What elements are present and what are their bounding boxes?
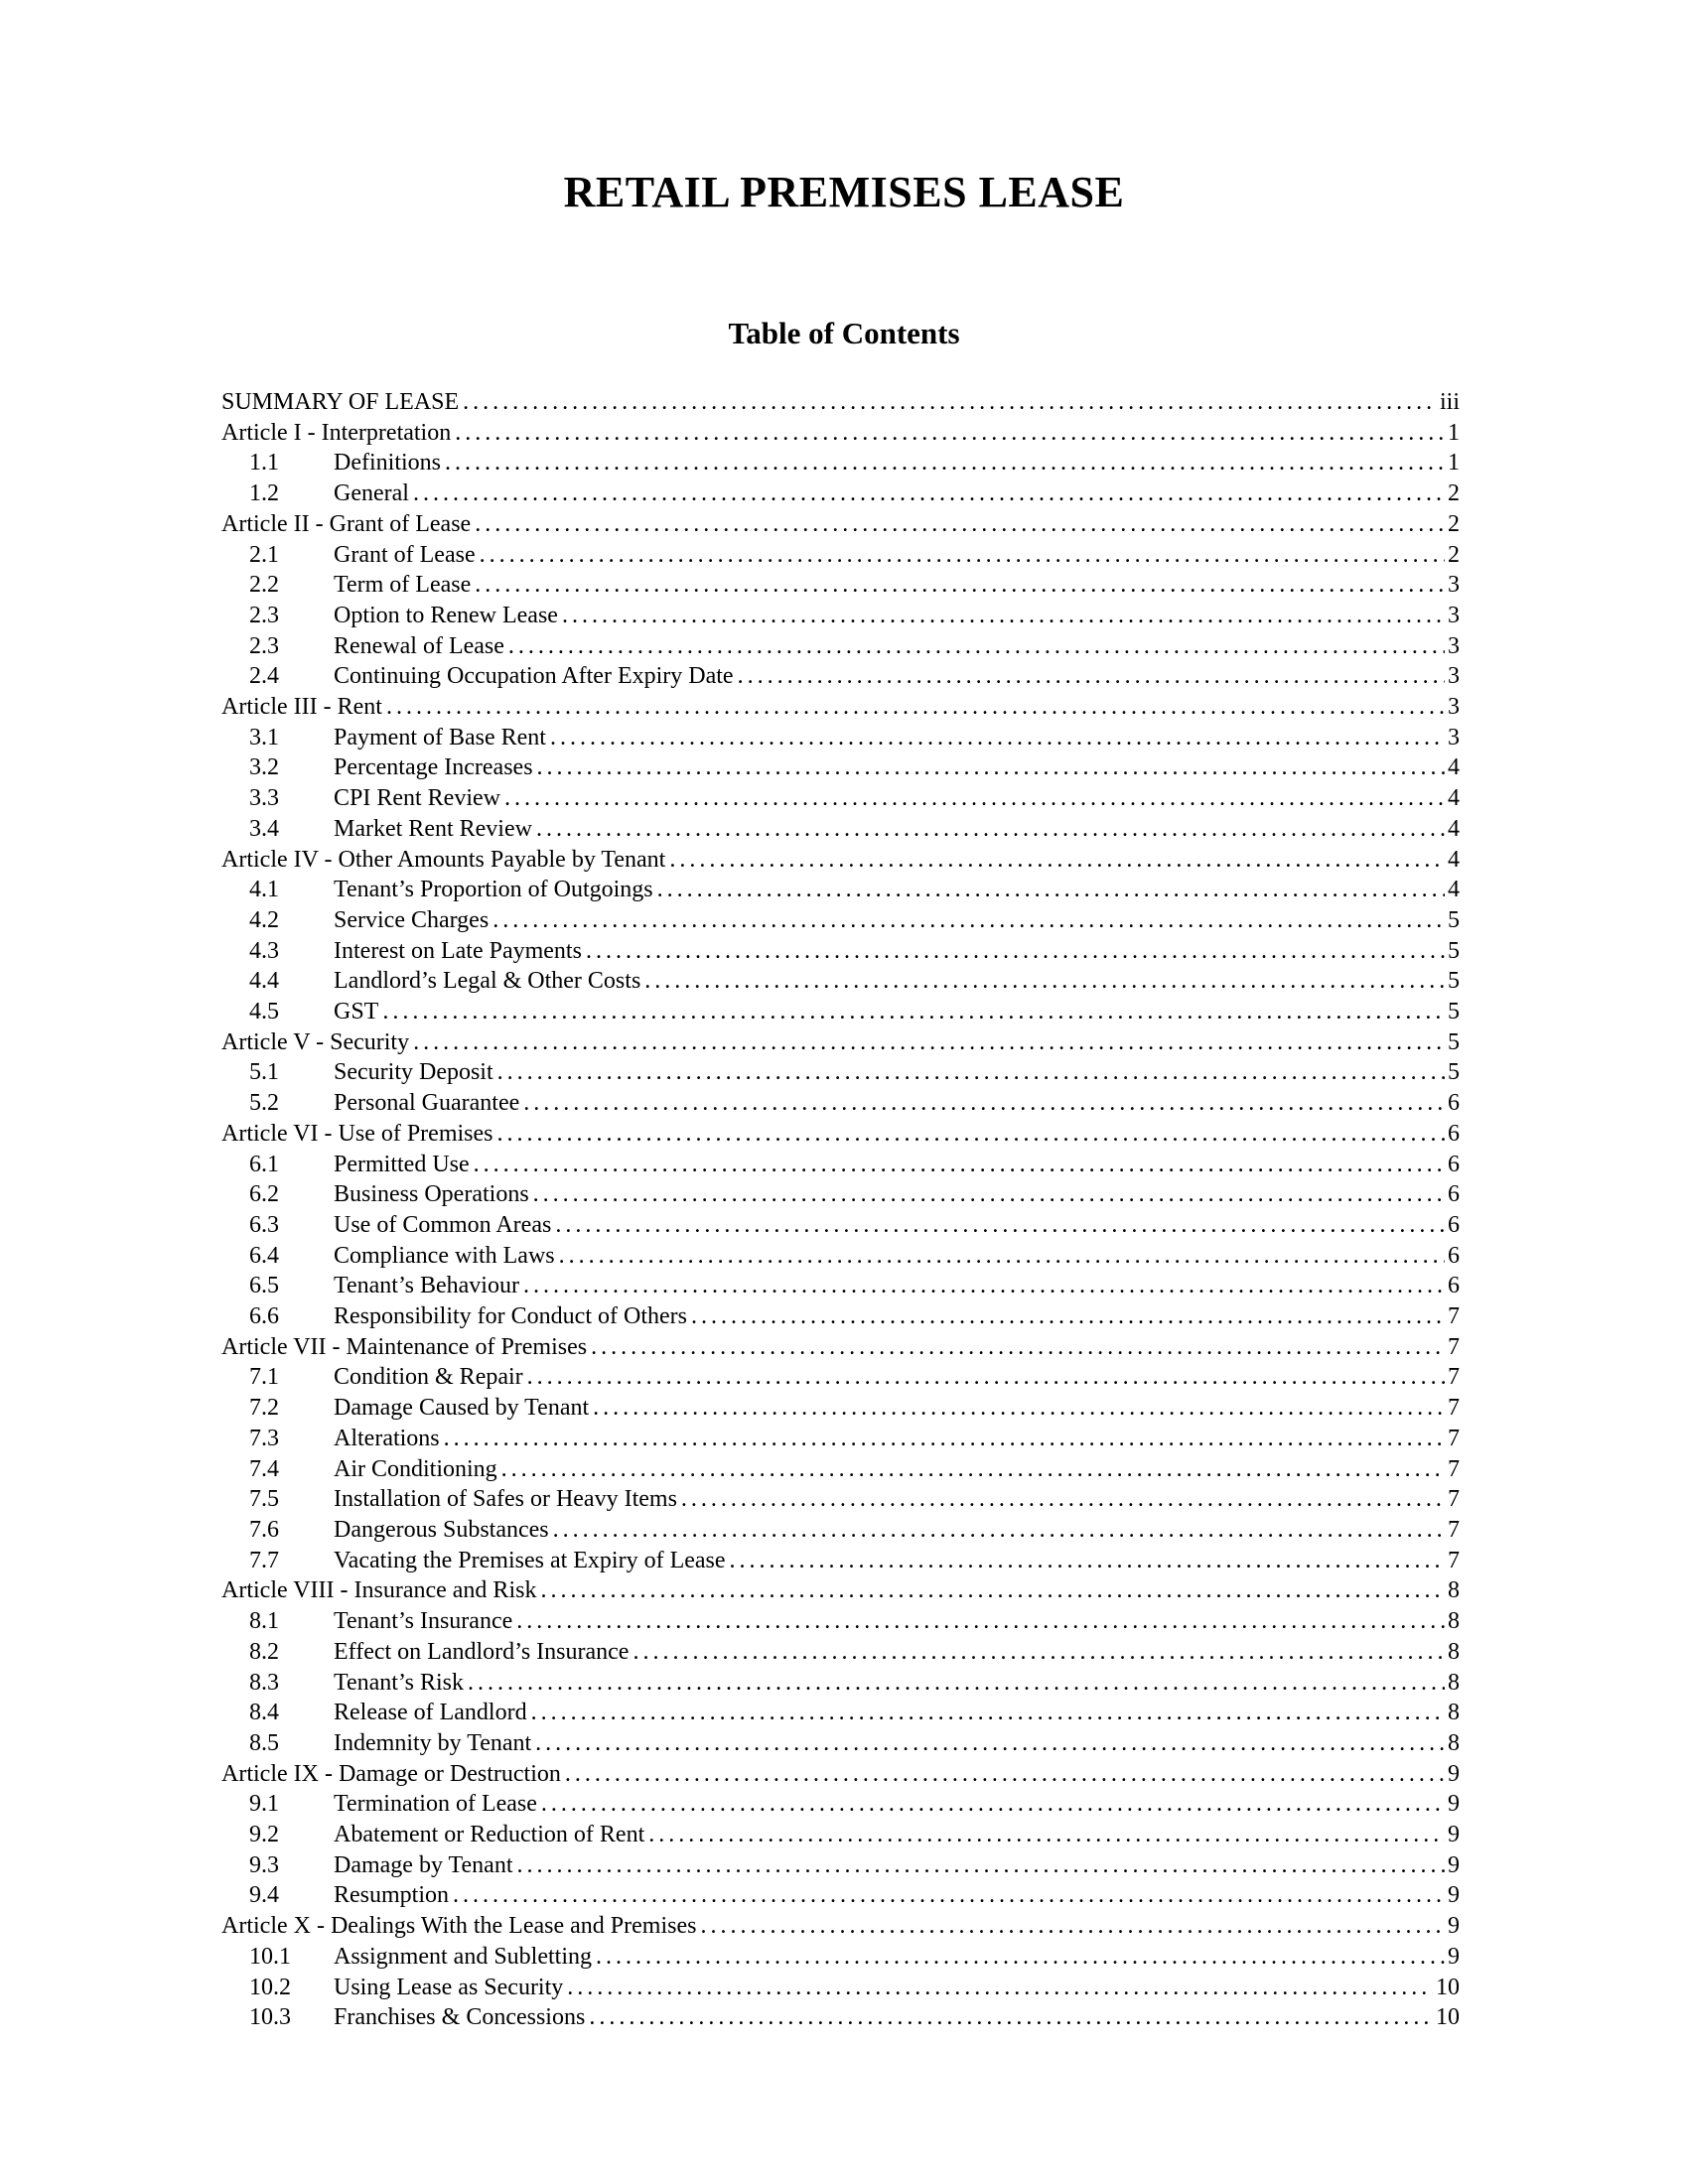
toc-entry-label: CPI Rent Review bbox=[334, 785, 500, 812]
toc-entry-page: 9 bbox=[1448, 1913, 1460, 1940]
toc-dot-leader bbox=[633, 1637, 1445, 1668]
toc-entry bbox=[221, 1911, 1460, 1942]
toc-entry-page: 4 bbox=[1448, 877, 1460, 903]
toc-entry-number: 7.4 bbox=[249, 1455, 279, 1482]
toc-dot-leader bbox=[550, 723, 1445, 753]
toc-entry-number: 5.2 bbox=[249, 1090, 279, 1117]
toc-entry bbox=[221, 1119, 1460, 1150]
toc-entry-number: 6.2 bbox=[249, 1181, 279, 1208]
toc-entry-label: Continuing Occupation After Expiry Date bbox=[334, 663, 734, 690]
toc-entry-label: Tenant’s Insurance bbox=[334, 1608, 513, 1635]
toc-entry bbox=[221, 1546, 1460, 1576]
toc-entry-label: Service Charges bbox=[334, 906, 490, 933]
toc-entry-page: 6 bbox=[1448, 1181, 1460, 1208]
toc-entry-number: 10.1 bbox=[249, 1943, 291, 1970]
toc-entry-label: Use of Common Areas bbox=[334, 1211, 552, 1238]
toc-entry-page: 3 bbox=[1448, 632, 1460, 659]
toc-dot-leader bbox=[669, 845, 1445, 876]
toc-entry-page: 3 bbox=[1448, 602, 1460, 628]
document-title: RETAIL PREMISES LEASE bbox=[563, 168, 1125, 216]
toc-entry-page: 9 bbox=[1448, 1791, 1460, 1818]
toc-entry-number: 8.4 bbox=[249, 1700, 279, 1726]
toc-dot-leader bbox=[382, 997, 1445, 1027]
toc-entry bbox=[221, 387, 1460, 418]
toc-dot-leader bbox=[593, 1393, 1445, 1424]
toc-entry-page: 4 bbox=[1448, 785, 1460, 812]
toc-entry-page: 8 bbox=[1448, 1729, 1460, 1756]
toc-entry-page: 7 bbox=[1448, 1425, 1460, 1451]
toc-entry-page: 1 bbox=[1448, 450, 1460, 477]
toc-dot-leader bbox=[504, 783, 1445, 814]
toc-entry bbox=[221, 1454, 1460, 1485]
toc-entry-label: Article V - Security bbox=[221, 1028, 410, 1055]
toc-dot-leader bbox=[475, 509, 1445, 540]
toc-dot-leader bbox=[681, 1484, 1445, 1515]
toc-entry-page: 6 bbox=[1448, 1120, 1460, 1147]
toc-entry bbox=[221, 1515, 1460, 1546]
toc-entry bbox=[221, 997, 1460, 1027]
toc-entry-page: 4 bbox=[1448, 754, 1460, 781]
toc-entry bbox=[221, 936, 1460, 967]
toc-entry-page: 6 bbox=[1448, 1090, 1460, 1117]
toc-entry bbox=[221, 570, 1460, 601]
toc-entry-label: Article IV - Other Amounts Payable by Tenant bbox=[221, 846, 666, 873]
toc-entry-number: 6.6 bbox=[249, 1303, 279, 1330]
toc-entry-number: 2.4 bbox=[249, 663, 279, 690]
toc-entry-label: Abatement or Reduction of Rent bbox=[334, 1822, 645, 1848]
toc-entry-number: 4.3 bbox=[249, 937, 279, 964]
toc-entry bbox=[221, 631, 1460, 662]
toc-entry-number: 3.2 bbox=[249, 754, 279, 781]
toc-entry bbox=[221, 1484, 1460, 1515]
toc-dot-leader bbox=[475, 570, 1445, 601]
toc-entry-number: 10.3 bbox=[249, 2004, 291, 2031]
toc-entry-label: Percentage Increases bbox=[334, 754, 533, 781]
toc-entry-label: Release of Landlord bbox=[334, 1700, 527, 1726]
toc-dot-leader bbox=[562, 601, 1445, 631]
toc-entry-number: 7.1 bbox=[249, 1364, 279, 1391]
toc-entry bbox=[221, 1637, 1460, 1668]
toc-entry-page: 5 bbox=[1448, 999, 1460, 1025]
toc-entry bbox=[221, 1698, 1460, 1728]
toc-entry-label: Article I - Interpretation bbox=[221, 419, 452, 446]
toc-entry-number: 2.2 bbox=[249, 572, 279, 599]
toc-entry-label: Termination of Lease bbox=[334, 1791, 537, 1818]
toc-dot-leader bbox=[531, 1698, 1445, 1728]
toc-entry-page: 8 bbox=[1448, 1700, 1460, 1726]
toc-entry-number: 8.3 bbox=[249, 1669, 279, 1696]
toc-entry bbox=[221, 723, 1460, 753]
toc-entry-number: 1.1 bbox=[249, 450, 279, 477]
toc-entry-number: 9.1 bbox=[249, 1791, 279, 1818]
toc-entry-label: GST bbox=[334, 999, 379, 1025]
toc-entry-label: Effect on Landlord’s Insurance bbox=[334, 1638, 630, 1665]
toc-entry-number: 2.3 bbox=[249, 632, 279, 659]
toc-dot-leader bbox=[536, 814, 1445, 845]
toc-entry-label: Market Rent Review bbox=[334, 815, 532, 842]
toc-entry bbox=[221, 1271, 1460, 1301]
toc-entry-label: Article III - Rent bbox=[221, 694, 382, 721]
toc-dot-leader bbox=[644, 966, 1445, 997]
toc-dot-leader bbox=[497, 1057, 1445, 1088]
toc-entry-label: Assignment and Subletting bbox=[334, 1943, 592, 1970]
toc-entry-label: Permitted Use bbox=[334, 1151, 470, 1177]
toc-entry bbox=[221, 845, 1460, 876]
toc-entry-label: Payment of Base Rent bbox=[334, 724, 546, 751]
toc-dot-leader bbox=[700, 1911, 1445, 1942]
toc-entry-number: 4.5 bbox=[249, 999, 279, 1025]
toc-entry-label: Term of Lease bbox=[334, 572, 472, 599]
toc-entry bbox=[221, 1820, 1460, 1850]
toc-entry-page: 6 bbox=[1448, 1242, 1460, 1269]
toc-entry bbox=[221, 875, 1460, 905]
toc-entry-page: 10 bbox=[1436, 2004, 1460, 2031]
toc-entry-label: Damage by Tenant bbox=[334, 1851, 513, 1878]
toc-dot-leader bbox=[523, 1271, 1445, 1301]
toc-entry-label: Damage Caused by Tenant bbox=[334, 1395, 590, 1422]
toc-entry bbox=[221, 1424, 1460, 1454]
toc-entry-page: 7 bbox=[1448, 1364, 1460, 1391]
toc-dot-leader bbox=[413, 1027, 1445, 1058]
toc-entry-page: 3 bbox=[1448, 663, 1460, 690]
toc-dot-leader bbox=[589, 2002, 1433, 2033]
toc-dot-leader bbox=[468, 1668, 1445, 1699]
toc-entry-number: 3.3 bbox=[249, 785, 279, 812]
toc-dot-leader bbox=[541, 1789, 1445, 1820]
toc-dot-leader bbox=[455, 418, 1445, 449]
toc-dot-leader bbox=[445, 448, 1445, 478]
toc-entry-label: Article X - Dealings With the Lease and Premises bbox=[221, 1913, 697, 1940]
toc-entry-number: 2.3 bbox=[249, 602, 279, 628]
toc-entry bbox=[221, 783, 1460, 814]
toc-entry bbox=[221, 478, 1460, 509]
toc-heading: Table of Contents bbox=[728, 315, 960, 350]
toc-entry bbox=[221, 1332, 1460, 1363]
toc-entry-number: 7.3 bbox=[249, 1425, 279, 1451]
toc-entry-label: Air Conditioning bbox=[334, 1455, 497, 1482]
toc-entry-label: Indemnity by Tenant bbox=[334, 1729, 532, 1756]
toc-entry bbox=[221, 1301, 1460, 1332]
toc-entry bbox=[221, 1393, 1460, 1424]
toc-entry bbox=[221, 448, 1460, 478]
toc-entry-page: 8 bbox=[1448, 1669, 1460, 1696]
toc-dot-leader bbox=[537, 752, 1445, 783]
toc-entry-page: 2 bbox=[1448, 510, 1460, 537]
toc-entry-page: 4 bbox=[1448, 846, 1460, 873]
toc-dot-leader bbox=[691, 1301, 1445, 1332]
toc-dot-leader bbox=[497, 1119, 1446, 1150]
toc-entry-page: 7 bbox=[1448, 1333, 1460, 1360]
toc-dot-leader bbox=[453, 1880, 1445, 1911]
toc-entry-page: 5 bbox=[1448, 1028, 1460, 1055]
toc-entry bbox=[221, 1057, 1460, 1088]
toc-entry-page: 8 bbox=[1448, 1638, 1460, 1665]
toc-entry bbox=[221, 692, 1460, 723]
toc-entry-page: 3 bbox=[1448, 724, 1460, 751]
toc-entry-number: 9.2 bbox=[249, 1822, 279, 1848]
toc-entry bbox=[221, 1210, 1460, 1241]
toc-dot-leader bbox=[516, 1606, 1445, 1637]
toc-dot-leader bbox=[648, 1820, 1445, 1850]
toc-entry-page: 2 bbox=[1448, 480, 1460, 507]
toc-entry-label: Security Deposit bbox=[334, 1059, 493, 1086]
toc-entry bbox=[221, 1789, 1460, 1820]
toc-entry bbox=[221, 1759, 1460, 1790]
toc-entry bbox=[221, 905, 1460, 936]
toc-entry bbox=[221, 1241, 1460, 1272]
toc-entry-page: 10 bbox=[1436, 1974, 1460, 2000]
toc-dot-leader bbox=[730, 1546, 1445, 1576]
toc-entry bbox=[221, 509, 1460, 540]
toc-entry-label: Using Lease as Security bbox=[334, 1974, 564, 2000]
toc-entry bbox=[221, 1088, 1460, 1119]
toc-dot-leader bbox=[516, 1850, 1445, 1881]
toc-entry-page: 7 bbox=[1448, 1486, 1460, 1513]
toc-entry-number: 7.7 bbox=[249, 1547, 279, 1573]
toc-entry-number: 8.5 bbox=[249, 1729, 279, 1756]
toc-entry-number: 3.4 bbox=[249, 815, 279, 842]
toc-entry-label: Vacating the Premises at Expiry of Lease bbox=[334, 1547, 726, 1573]
toc-entry-number: 3.1 bbox=[249, 724, 279, 751]
toc-entry bbox=[221, 1179, 1460, 1210]
toc-entry-number: 6.3 bbox=[249, 1211, 279, 1238]
toc-entry-page: 7 bbox=[1448, 1455, 1460, 1482]
toc-entry-page: 7 bbox=[1448, 1303, 1460, 1330]
toc-entry-page: 5 bbox=[1448, 906, 1460, 933]
toc-entry-number: 4.4 bbox=[249, 968, 279, 995]
toc-entry-label: Option to Renew Lease bbox=[334, 602, 558, 628]
toc-dot-leader bbox=[565, 1759, 1445, 1790]
toc-dot-leader bbox=[553, 1515, 1445, 1546]
toc-entry-number: 4.1 bbox=[249, 877, 279, 903]
toc-dot-leader bbox=[657, 875, 1445, 905]
toc-entry bbox=[221, 661, 1460, 692]
toc-entry-label: General bbox=[334, 480, 409, 507]
toc-dot-leader bbox=[413, 478, 1445, 509]
toc-entry bbox=[221, 1606, 1460, 1637]
toc-entry bbox=[221, 1575, 1460, 1606]
toc-entry-number: 7.6 bbox=[249, 1517, 279, 1543]
toc-entry-label: Article IX - Damage or Destruction bbox=[221, 1760, 561, 1787]
toc-entry-page: 9 bbox=[1448, 1943, 1460, 1970]
toc-entry bbox=[221, 752, 1460, 783]
toc-entry bbox=[221, 1973, 1460, 2003]
toc-entry bbox=[221, 1850, 1460, 1881]
toc-entry-page: 8 bbox=[1448, 1608, 1460, 1635]
toc-entry-label: Condition & Repair bbox=[334, 1364, 523, 1391]
toc-dot-leader bbox=[540, 1575, 1445, 1606]
toc-entry bbox=[221, 1728, 1460, 1759]
toc-entry-number: 9.3 bbox=[249, 1851, 279, 1878]
toc-entry bbox=[221, 1362, 1460, 1393]
toc-entry-number: 8.1 bbox=[249, 1608, 279, 1635]
toc-entry-label: Interest on Late Payments bbox=[334, 937, 582, 964]
toc-entry-label: SUMMARY OF LEASE bbox=[221, 388, 460, 415]
toc-entry bbox=[221, 418, 1460, 449]
toc-entry-label: Article VI - Use of Premises bbox=[221, 1120, 493, 1147]
toc-entry bbox=[221, 2002, 1460, 2033]
toc-dot-leader bbox=[533, 1179, 1445, 1210]
toc-entry-label: Definitions bbox=[334, 450, 441, 477]
toc-dot-leader bbox=[535, 1728, 1445, 1759]
toc-entry bbox=[221, 1942, 1460, 1973]
toc-dot-leader bbox=[591, 1332, 1445, 1363]
toc-entry-number: 9.4 bbox=[249, 1882, 279, 1909]
toc-entry bbox=[221, 601, 1460, 631]
toc-entry-page: 8 bbox=[1448, 1577, 1460, 1604]
toc-entry-page: 3 bbox=[1448, 572, 1460, 599]
toc-entry-page: 5 bbox=[1448, 937, 1460, 964]
toc-entry-page: 7 bbox=[1448, 1517, 1460, 1543]
toc-entry-page: 9 bbox=[1448, 1882, 1460, 1909]
toc-entry bbox=[221, 1880, 1460, 1911]
toc-entry-page: 2 bbox=[1448, 541, 1460, 568]
toc-dot-leader bbox=[523, 1088, 1445, 1119]
toc-dot-leader bbox=[386, 692, 1445, 723]
toc-dot-leader bbox=[555, 1210, 1445, 1241]
toc-dot-leader bbox=[527, 1362, 1445, 1393]
toc-entry-page: 9 bbox=[1448, 1760, 1460, 1787]
toc-entry-page: 6 bbox=[1448, 1211, 1460, 1238]
toc-entry-page: 5 bbox=[1448, 1059, 1460, 1086]
toc-entry-number: 7.5 bbox=[249, 1486, 279, 1513]
toc-entry-label: Compliance with Laws bbox=[334, 1242, 555, 1269]
toc-entry-page: 6 bbox=[1448, 1273, 1460, 1299]
toc-entry bbox=[221, 814, 1460, 845]
toc-entry-page: 7 bbox=[1448, 1395, 1460, 1422]
toc-entry bbox=[221, 1668, 1460, 1699]
toc-dot-leader bbox=[508, 631, 1445, 662]
toc-entry-label: Article VII - Maintenance of Premises bbox=[221, 1333, 588, 1360]
toc-entry-label: Tenant’s Behaviour bbox=[334, 1273, 519, 1299]
toc-entry bbox=[221, 1150, 1460, 1180]
toc-list bbox=[221, 387, 1460, 2033]
toc-entry-label: Article II - Grant of Lease bbox=[221, 510, 472, 537]
toc-entry-label: Renewal of Lease bbox=[334, 632, 504, 659]
toc-dot-leader bbox=[480, 540, 1445, 571]
toc-entry bbox=[221, 966, 1460, 997]
toc-entry-page: iii bbox=[1439, 388, 1460, 415]
toc-entry-label: Tenant’s Risk bbox=[334, 1669, 464, 1696]
toc-entry-number: 1.2 bbox=[249, 480, 279, 507]
toc-entry-label: Resumption bbox=[334, 1882, 450, 1909]
toc-entry-label: Alterations bbox=[334, 1425, 440, 1451]
toc-entry-label: Franchises & Concessions bbox=[334, 2004, 586, 2031]
toc-entry-number: 7.2 bbox=[249, 1395, 279, 1422]
toc-entry-label: Article VIII - Insurance and Risk bbox=[221, 1577, 537, 1604]
toc-entry-number: 4.2 bbox=[249, 906, 279, 933]
toc-dot-leader bbox=[492, 905, 1445, 936]
toc-dot-leader bbox=[586, 936, 1445, 967]
toc-entry-label: Tenant’s Proportion of Outgoings bbox=[334, 877, 653, 903]
toc-dot-leader bbox=[444, 1424, 1445, 1454]
toc-entry-number: 8.2 bbox=[249, 1638, 279, 1665]
toc-entry-number: 10.2 bbox=[249, 1974, 291, 2000]
toc-entry-label: Personal Guarantee bbox=[334, 1090, 520, 1117]
toc-entry-label: Landlord’s Legal & Other Costs bbox=[334, 968, 641, 995]
toc-entry-label: Dangerous Substances bbox=[334, 1517, 549, 1543]
toc-entry-number: 6.4 bbox=[249, 1242, 279, 1269]
toc-entry-page: 9 bbox=[1448, 1851, 1460, 1878]
toc-entry-page: 4 bbox=[1448, 815, 1460, 842]
toc-entry-page: 3 bbox=[1448, 694, 1460, 721]
toc-entry-page: 6 bbox=[1448, 1151, 1460, 1177]
toc-dot-leader bbox=[501, 1454, 1445, 1485]
toc-entry-label: Installation of Safes or Heavy Items bbox=[334, 1486, 677, 1513]
toc-dot-leader bbox=[559, 1241, 1445, 1272]
toc-entry-number: 2.1 bbox=[249, 541, 279, 568]
toc-dot-leader bbox=[738, 661, 1445, 692]
toc-entry-page: 7 bbox=[1448, 1547, 1460, 1573]
toc-entry-page: 1 bbox=[1448, 419, 1460, 446]
toc-dot-leader bbox=[567, 1973, 1433, 2003]
toc-entry-page: 5 bbox=[1448, 968, 1460, 995]
toc-entry bbox=[221, 540, 1460, 571]
toc-entry-number: 5.1 bbox=[249, 1059, 279, 1086]
toc-entry-number: 6.5 bbox=[249, 1273, 279, 1299]
toc-dot-leader bbox=[474, 1150, 1445, 1180]
toc-entry-label: Grant of Lease bbox=[334, 541, 476, 568]
toc-dot-leader bbox=[596, 1942, 1445, 1973]
toc-entry-label: Responsibility for Conduct of Others bbox=[334, 1303, 687, 1330]
toc-dot-leader bbox=[463, 387, 1437, 418]
toc-entry-number: 6.1 bbox=[249, 1151, 279, 1177]
toc-entry-label: Business Operations bbox=[334, 1181, 529, 1208]
toc-entry-page: 9 bbox=[1448, 1822, 1460, 1848]
toc-entry bbox=[221, 1027, 1460, 1058]
